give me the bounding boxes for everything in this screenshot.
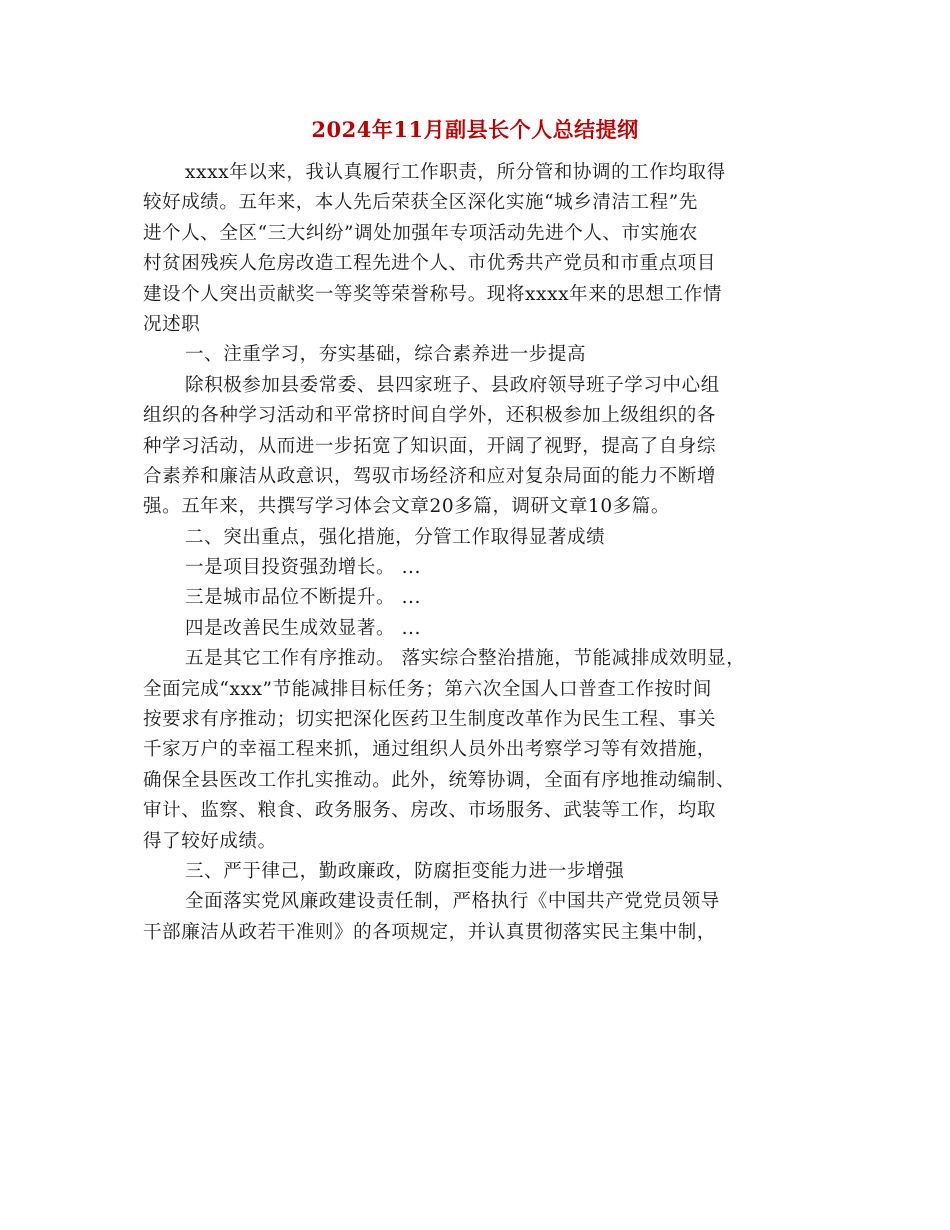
body-line: 合素养和廉洁从政意识，驾驭市场经济和应对复杂局面的能力不断增 (143, 465, 717, 487)
document-title: 2024年11月副县长个人总结提纲 (311, 117, 639, 142)
body-line: 一、注重学习，夯实基础，综合素养进一步提高 (185, 344, 587, 366)
body-line: 建设个人突出贡献奖一等奖等荣誉称号。现将xxxx年来的思想工作情 (143, 283, 722, 305)
body-line: 五是其它工作有序推动。 落实综合整治措施，节能减排成效明显， (185, 648, 746, 670)
body-line: 一是项目投资强劲增长。 ... (185, 557, 422, 579)
body-line: 较好成绩。五年来，本人先后荣获全区深化实施“城乡清洁工程”先 (143, 192, 698, 214)
body-line: 况述职 (143, 313, 201, 335)
document-body (143, 158, 815, 948)
body-line: 村贫困残疾人危房改造工程先进个人、市优秀共产党员和市重点项目 (143, 253, 717, 275)
body-line: 全面落实党风廉政建设责任制，严格执行《中国共产党党员领导 (185, 891, 720, 913)
body-line: 种学习活动，从而进一步拓宽了知识面，开阔了视野，提高了自身综 (143, 435, 717, 457)
body-line: xxxx年以来，我认真履行工作职责，所分管和协调的工作均取得 (185, 162, 726, 183)
body-line: 二、突出重点，强化措施，分管工作取得显著成绩 (185, 526, 606, 548)
body-line: 按要求有序推动；切实把深化医药卫生制度改革作为民生工程、事关 (143, 709, 717, 731)
body-line: 审计、监察、粮食、政务服务、房改、市场服务、武装等工作，均取 (143, 800, 717, 822)
body-line: 干部廉洁从政若干准则》的各项规定，并认真贯彻落实民主集中制， (143, 921, 717, 943)
body-line: 组织的各种学习活动和平常挤时间自学外，还积极参加上级组织的各 (143, 405, 717, 427)
body-line: 进个人、全区“三大纠纷”调处加强年专项活动先进个人、市实施农 (143, 222, 698, 244)
body-line: 四是改善民生成效显著。 ... (185, 617, 422, 639)
body-line: 三、严于律己，勤政廉政，防腐拒变能力进一步增强 (185, 860, 625, 882)
body-line: 确保全县医改工作扎实推动。此外，统筹协调，全面有序地推动编制、 (143, 769, 736, 791)
body-line: 三是城市品位不断提升。 ... (185, 587, 422, 609)
body-line: 强。五年来，共撰写学习体会文章20多篇，调研文章10多篇。 (143, 496, 670, 518)
body-line: 千家万户的幸福工程来抓，通过组织人员外出考察学习等有效措施， (143, 739, 717, 761)
body-line: 全面完成“xxx”节能减排目标任务；第六次全国人口普查工作按时间 (143, 678, 712, 700)
body-line: 得了较好成绩。 (143, 830, 277, 852)
body-line: 除积极参加县委常委、县四家班子、县政府领导班子学习中心组 (185, 374, 720, 396)
